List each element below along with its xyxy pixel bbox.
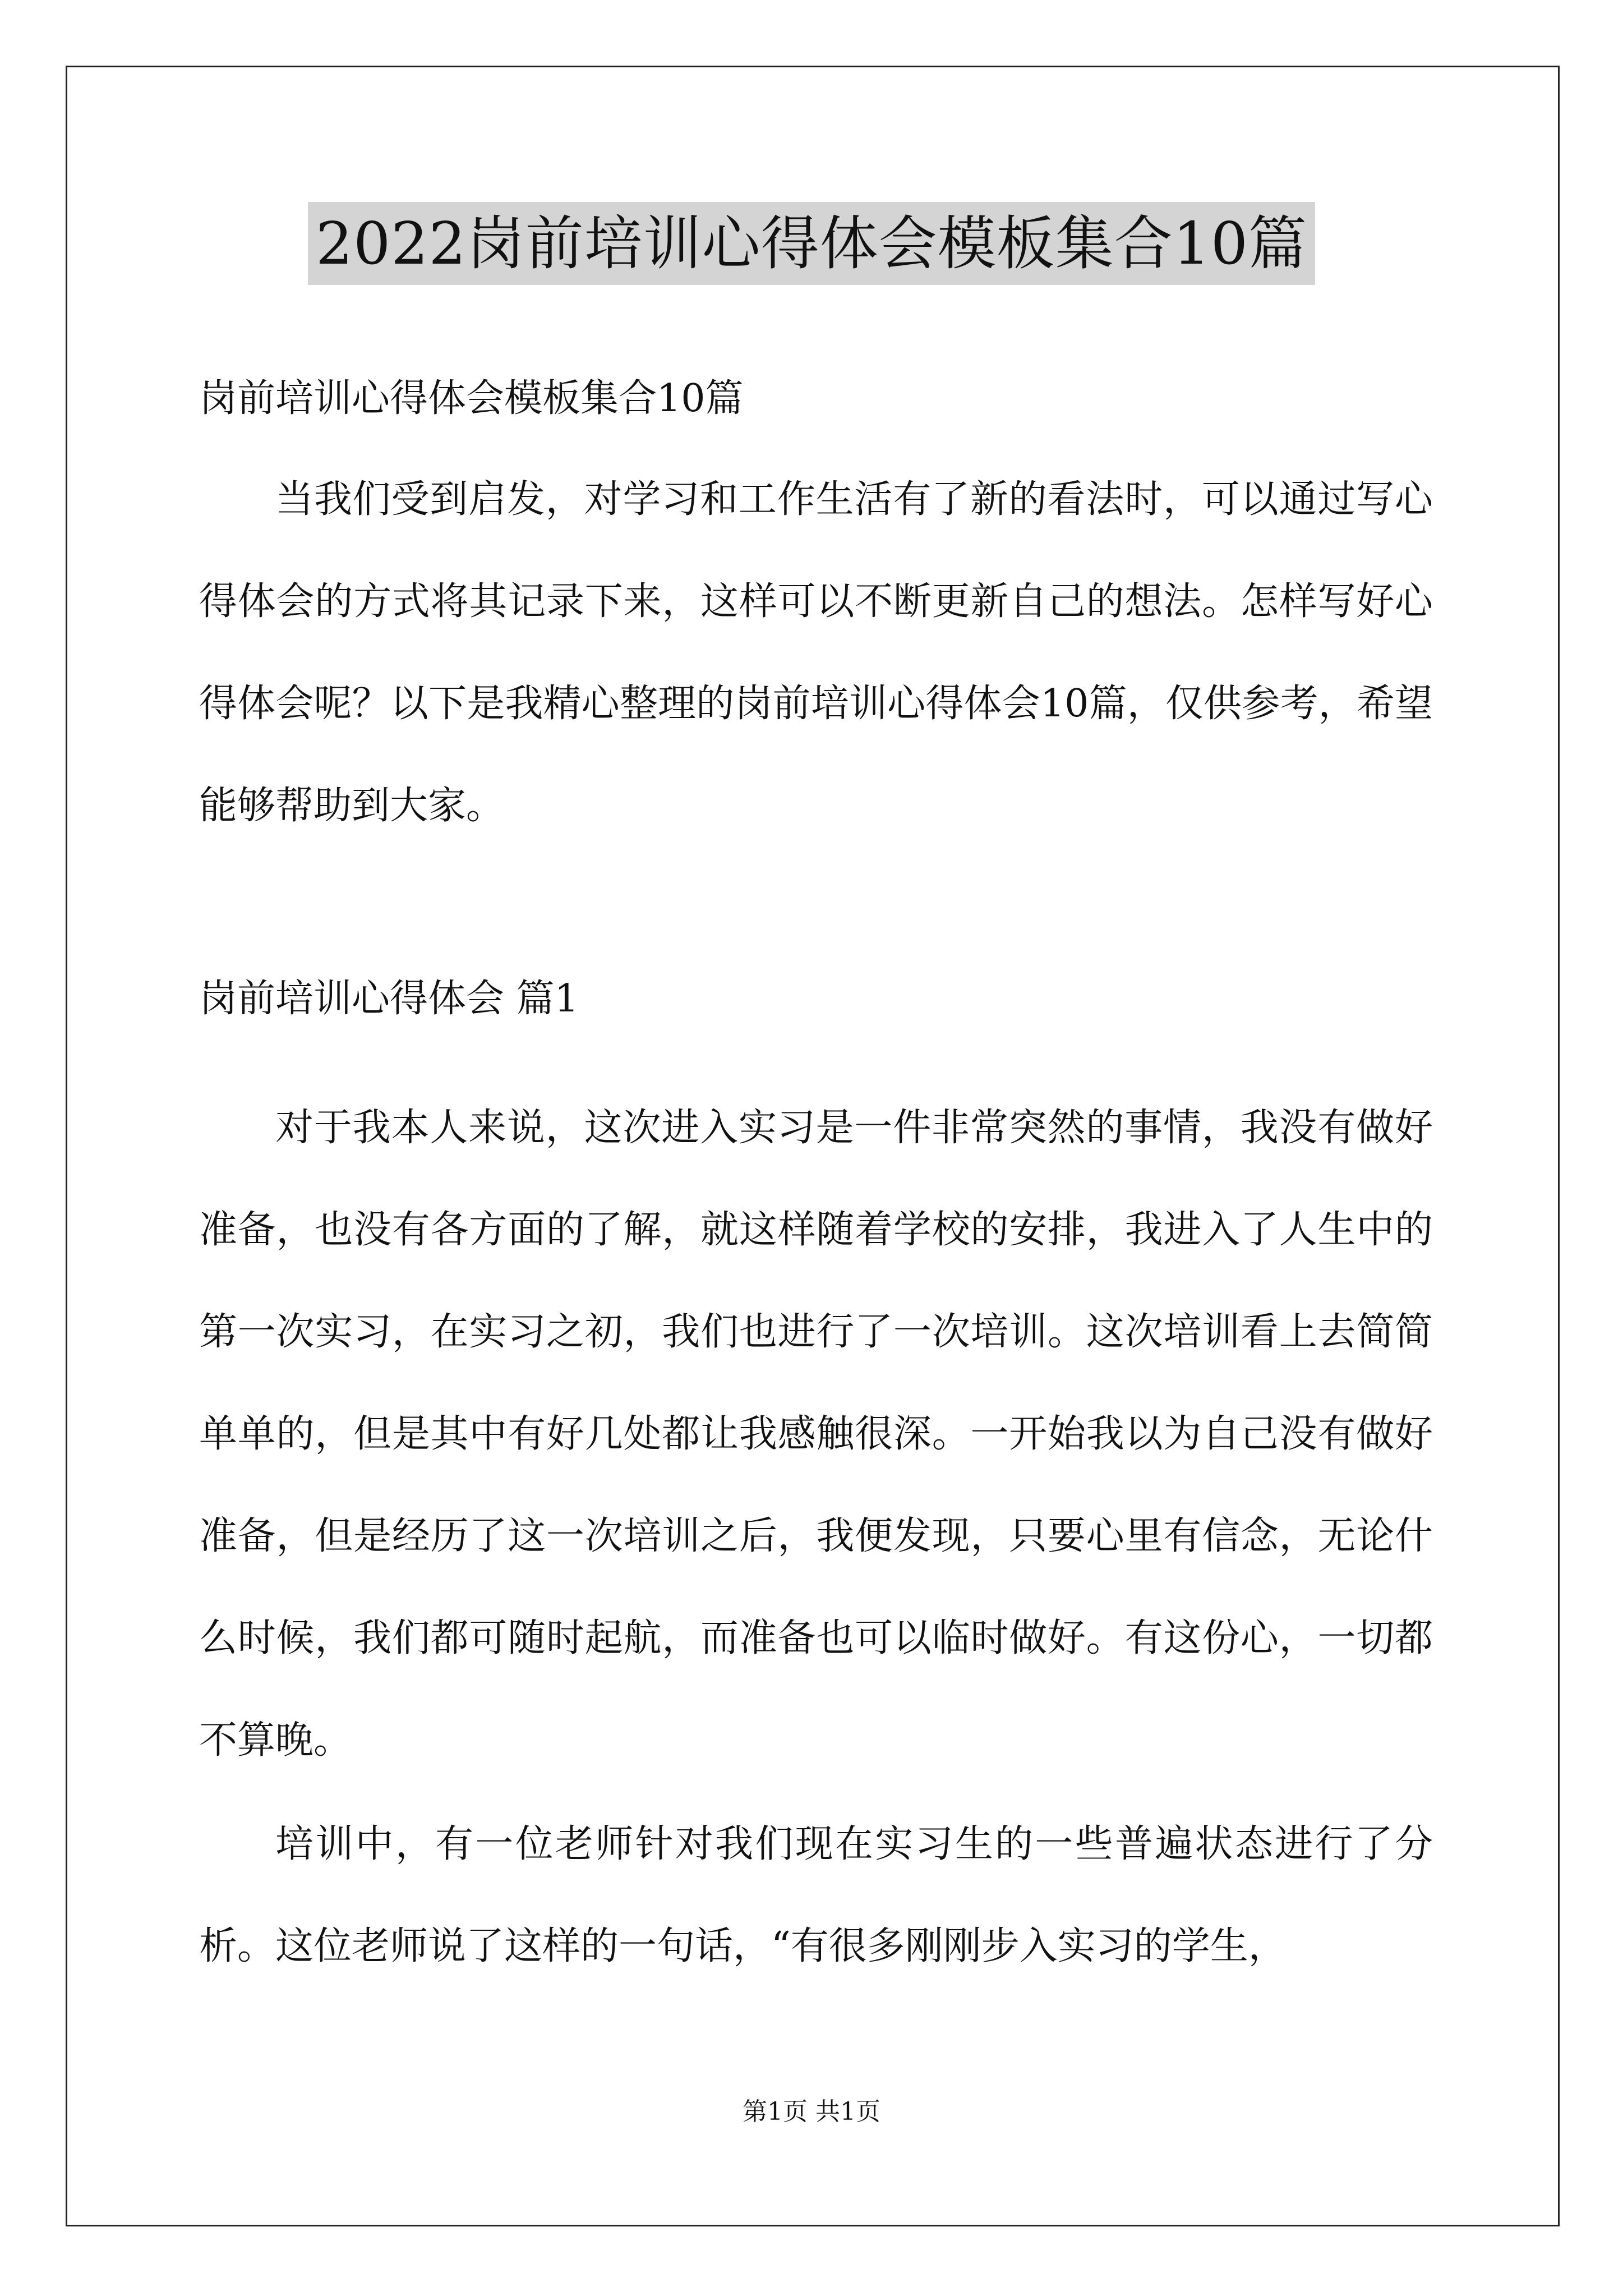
section-heading: 岗前培训心得体会 篇1	[199, 977, 579, 1021]
document-title: 2022岗前培训心得体会模板集合10篇	[308, 202, 1315, 285]
document-subtitle: 岗前培训心得体会模板集合10篇	[199, 376, 744, 421]
page-footer: 第1页 共1页	[743, 2097, 880, 2126]
body-paragraph-1: 对于我本人来说，这次进入实习是一件非常突然的事情，我没有做好准备，也没有各方面的了解，就这样随着学校的安排，我进入了人生中的第一次实习，在实习之初，我们也进行了一次培训。这次培训看上去简简单单的，但是其中有好几处都让我感触很深。一开始我以为自己没有做好准备，但是经历了这一次培训之后，我便发现，只要心里有信念，无论什么时候，我们都可随时起航，而准备也可以临时做好。有这份心，一切都不算晚。	[199, 1106, 1433, 1763]
title-container	[0, 202, 1623, 285]
intro-paragraph: 当我们受到启发，对学习和工作生活有了新的看法时，可以通过写心得体会的方式将其记录下来，这样可以不断更新自己的想法。怎样写好心得体会呢？以下是我精心整理的岗前培训心得体会10篇，仅供参考，希望能够帮助到大家。	[199, 477, 1433, 828]
body-paragraph-2: 培训中，有一位老师针对我们现在实习生的一些普遍状态进行了分析。这位老师说了这样的一句话，“有很多刚刚步入实习的学生，	[199, 1822, 1433, 1968]
